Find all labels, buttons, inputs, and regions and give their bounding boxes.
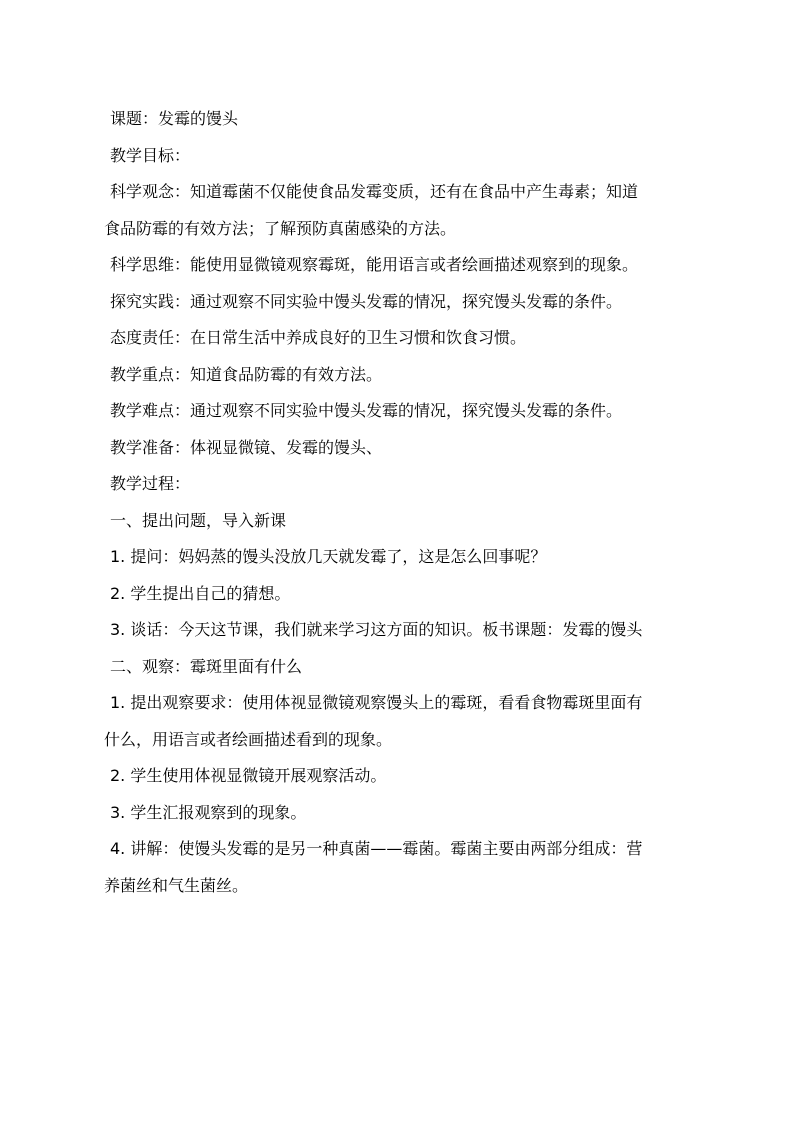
section-two-heading: 二、观察：霉斑里面有什么 <box>110 656 303 676</box>
teaching-objectives-heading: 教学目标： <box>110 145 191 165</box>
section-one-step-2: 2. 学生提出自己的猜想。 <box>110 583 291 603</box>
teaching-preparation: 教学准备：体视显微镜、发霉的馒头、 <box>110 437 383 457</box>
objective-inquiry-practice: 探究实践：通过观察不同实验中馒头发霉的情况，探究馒头发霉的条件。 <box>110 291 623 311</box>
teaching-key-point: 教学重点：知道食品防霉的有效方法。 <box>110 364 383 384</box>
objective-attitude-responsibility: 态度责任：在日常生活中养成良好的卫生习惯和饮食习惯。 <box>110 328 527 347</box>
section-two-step-3: 3. 学生汇报观察到的现象。 <box>110 802 307 822</box>
lesson-title: 课题：发霉的馒头 <box>110 109 239 128</box>
objective-scientific-concept-continued: 食品防霉的有效方法；了解预防真菌感染的方法。 <box>104 218 457 238</box>
teaching-difficulty: 教学难点：通过观察不同实验中馒头发霉的情况，探究馒头发霉的条件。 <box>110 401 623 420</box>
section-two-step-4-continued: 养菌丝和气生菌丝。 <box>104 875 249 895</box>
teaching-process-heading: 教学过程： <box>110 474 191 493</box>
section-two-step-1-continued: 什么，用语言或者绘画描述看到的现象。 <box>104 729 393 749</box>
section-two-step-2: 2. 学生使用体视显微镜开展观察活动。 <box>110 766 387 785</box>
section-one-step-1: 1. 提问：妈妈蒸的馒头没放几天就发霉了，这是怎么回事呢？ <box>110 547 547 566</box>
objective-scientific-concept: 科学观念：知道霉菌不仅能使食品发霉变质，还有在食品中产生毒素；知道 <box>110 182 639 201</box>
section-two-step-4: 4. 讲解：使馒头发霉的是另一种真菌——霉菌。霉菌主要由两部分组成：营 <box>110 839 643 858</box>
section-one-heading: 一、提出问题，导入新课 <box>110 510 287 530</box>
section-one-step-3: 3. 谈话：今天这节课，我们就来学习这方面的知识。板书课题：发霉的馒头 <box>110 620 643 639</box>
objective-scientific-thinking: 科学思维：能使用显微镜观察霉斑，能用语言或者绘画描述观察到的现象。 <box>110 255 639 274</box>
document-body <box>106 101 726 904</box>
section-two-step-1: 1. 提出观察要求：使用体视显微镜观察馒头上的霉斑，看看食物霉斑里面有 <box>110 693 643 712</box>
